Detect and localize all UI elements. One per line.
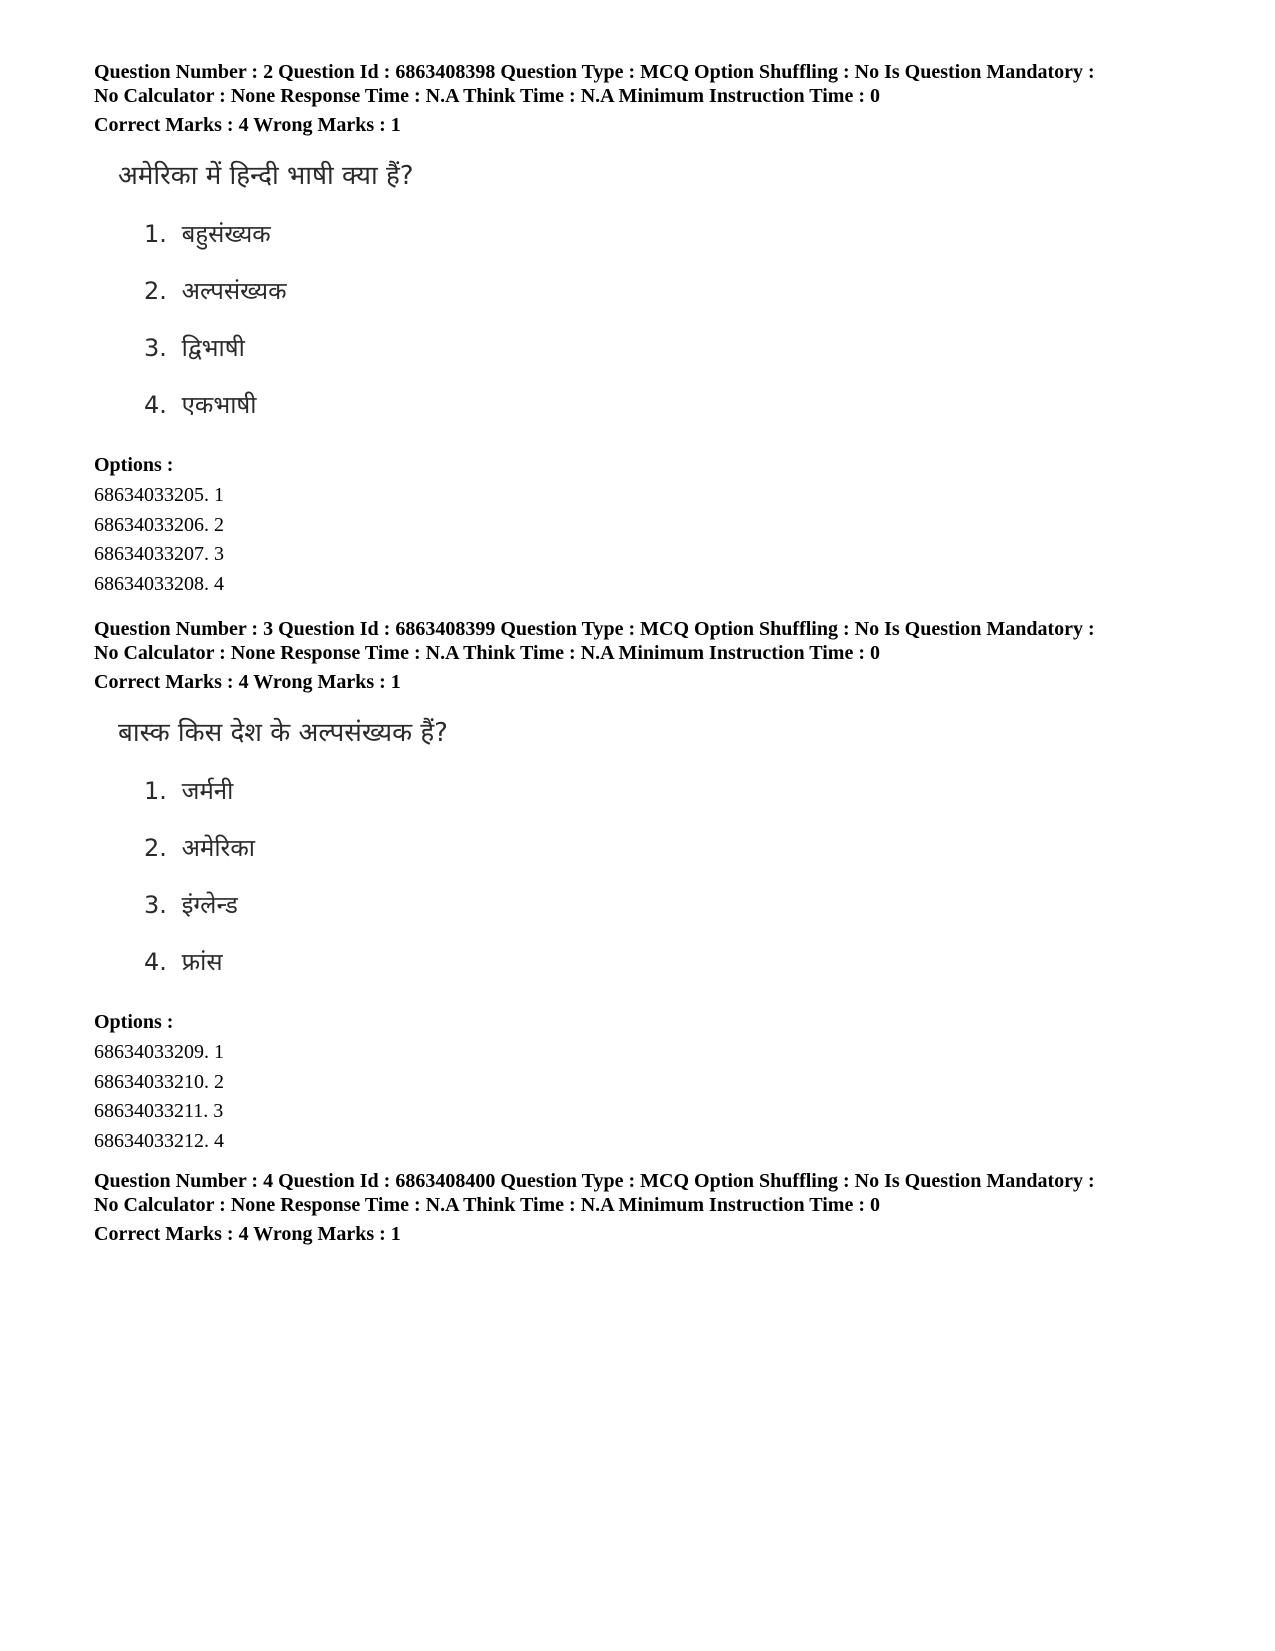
option-item: 68634033210. 2 (94, 1070, 224, 1093)
option-item: 68634033212. 4 (94, 1129, 224, 1152)
answer-choice (144, 218, 1204, 250)
choice-text: इंग्लेन्ड (181, 891, 238, 919)
choice-text: जर्मनी (181, 777, 234, 805)
choice-text: एकभाषी (181, 391, 257, 419)
choice-text: द्विभाषी (181, 334, 245, 362)
choice-number: 2. (144, 834, 167, 862)
question-marks: Correct Marks : 4 Wrong Marks : 1 (94, 114, 401, 136)
question-meta-line-2: No Calculator : None Response Time : N.A Think Time : N.A Minimum Instruction Time : 0 (94, 642, 880, 664)
question-image (118, 159, 1204, 421)
options-heading: Options : (94, 454, 174, 476)
choice-text: अल्पसंख्यक (181, 277, 287, 305)
question-meta-line-2: No Calculator : None Response Time : N.A Think Time : N.A Minimum Instruction Time : 0 (94, 1194, 880, 1216)
option-item: 68634033207. 3 (94, 543, 224, 565)
choice-number: 3. (144, 891, 167, 919)
choice-text: बहुसंख्यक (181, 220, 271, 248)
question-meta (94, 60, 1204, 108)
choice-text: अमेरिका (181, 834, 256, 862)
question-block-2 (94, 60, 1204, 599)
choice-number: 3. (144, 334, 167, 362)
question-marks: Correct Marks : 4 Wrong Marks : 1 (94, 671, 401, 693)
choice-number: 2. (144, 277, 167, 305)
option-item: 68634033206. 2 (94, 513, 224, 536)
question-text: अमेरिका में हिन्दी भाषी क्या हैं? (118, 161, 414, 191)
option-item: 68634033205. 1 (94, 484, 224, 506)
question-block-4 (94, 1169, 1204, 1246)
question-image (118, 716, 1204, 978)
option-item: 68634033208. 4 (94, 572, 224, 595)
options-heading: Options : (94, 1011, 174, 1033)
question-meta-line-1: Question Number : 2 Question Id : 6863408398 Question Type : MCQ Option Shuffling : No Is Question Mandatory : (94, 61, 1095, 83)
choice-number: 4. (144, 391, 167, 419)
question-marks: Correct Marks : 4 Wrong Marks : 1 (94, 1223, 401, 1245)
answer-choice (144, 275, 1204, 307)
question-block-3 (94, 617, 1204, 1156)
option-item: 68634033209. 1 (94, 1041, 224, 1063)
question-meta (94, 1169, 1204, 1217)
answer-choice (144, 332, 1204, 364)
options-list (94, 481, 1204, 599)
choice-number: 1. (144, 777, 167, 805)
question-meta (94, 617, 1204, 665)
question-meta-line-1: Question Number : 4 Question Id : 6863408400 Question Type : MCQ Option Shuffling : No Is Question Mandatory : (94, 1170, 1095, 1192)
question-meta-line-1: Question Number : 3 Question Id : 6863408399 Question Type : MCQ Option Shuffling : No Is Question Mandatory : (94, 618, 1095, 640)
question-meta-line-2: No Calculator : None Response Time : N.A Think Time : N.A Minimum Instruction Time : 0 (94, 85, 880, 107)
choice-number: 1. (144, 220, 167, 248)
answer-choice (144, 389, 1204, 421)
choice-text: फ्रांस (181, 948, 223, 976)
question-text: बास्क किस देश के अल्पसंख्यक हैं? (118, 718, 448, 748)
options-list (94, 1038, 1204, 1156)
answer-choice (144, 946, 1204, 978)
answer-choice (144, 889, 1204, 921)
option-item: 68634033211. 3 (94, 1100, 224, 1122)
answer-choice (144, 775, 1204, 807)
answer-choice (144, 832, 1204, 864)
choice-number: 4. (144, 948, 167, 976)
